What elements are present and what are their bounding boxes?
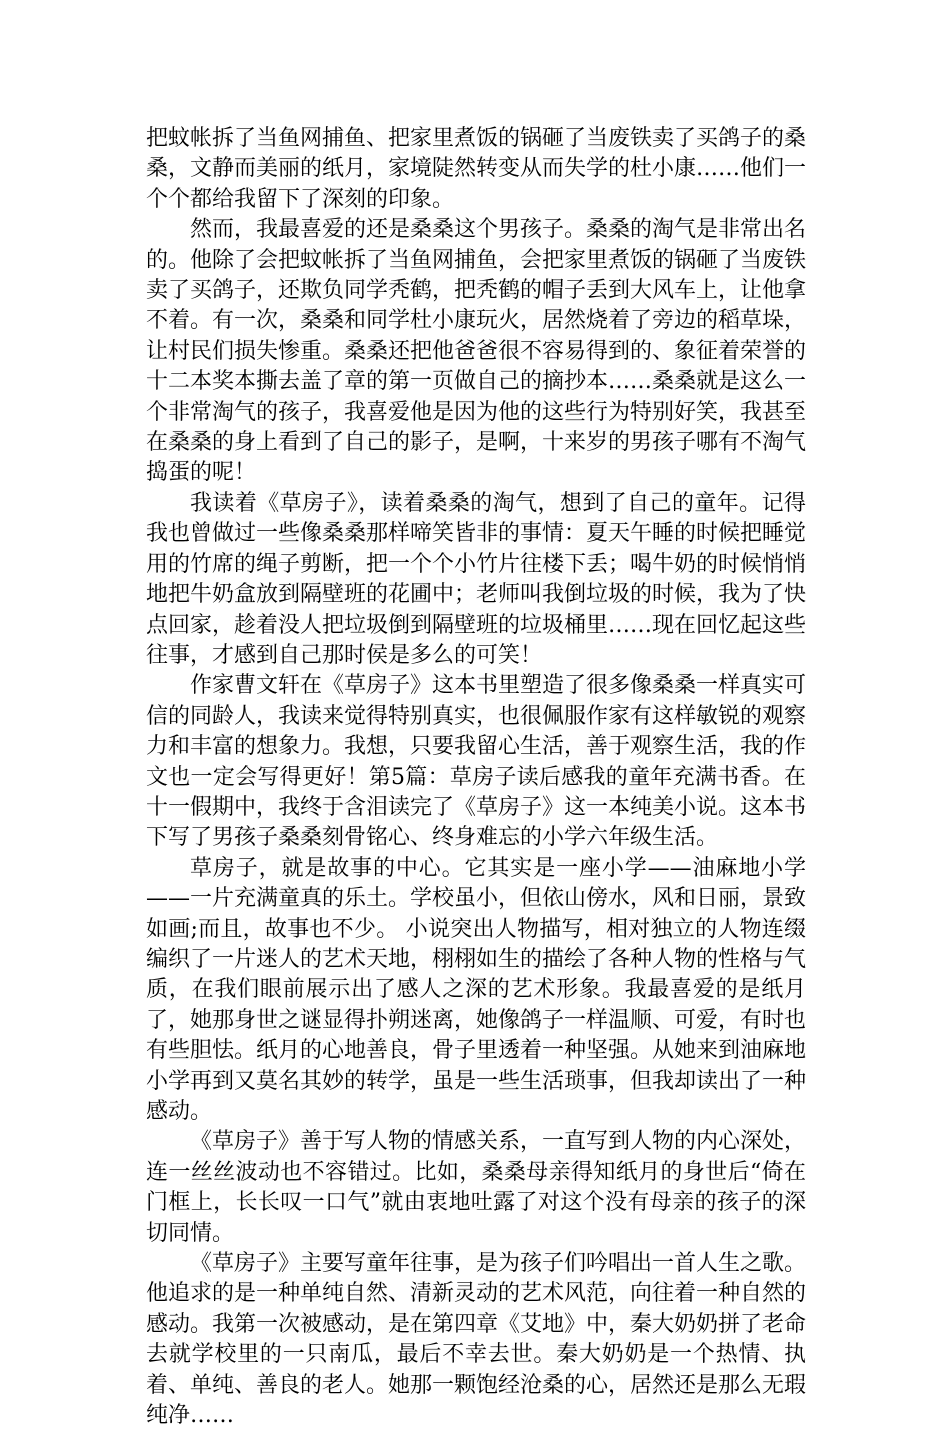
- paragraph-4: 作家曹文轩在《草房子》这本书里塑造了很多像桑桑一样真实可信的同龄人，我读来觉得特别真实，也很佩服作家有这样敏锐的观察力和丰富的想象力。我想，只要我留心生活，善于观察生活，我的作文也一定会写得更好！第5篇：草房子读后感我的童年充满书香。在十一假期中，我终于含泪读完了《草房子》这一本纯美小说。这本书下写了男孩子桑桑刻骨铭心、终身难忘的小学六年级生活。: [146, 673, 807, 851]
- document-body: [146, 124, 806, 1431]
- paragraph-1: 把蚊帐拆了当鱼网捕鱼、把家里煮饭的锅砸了当废铁卖了买鸽子的桑桑，文静而美丽的纸月，家境陡然转变从而失学的杜小康……他们一个个都给我留下了深刻的印象。: [146, 126, 807, 212]
- paragraph-7: 《草房子》主要写童年往事，是为孩子们吟唱出一首人生之歌。他追求的是一种单纯自然、清新灵动的艺术风范，向往着一种自然的感动。我第一次被感动，是在第四章《艾地》中，秦大奶奶拼了老命去就学校里的一只南瓜，最后不幸去世。秦大奶奶是一个热情、执着、单纯、善良的老人。她那一颗饱经沧桑的心，居然还是那么无瑕纯净……: [146, 1251, 807, 1429]
- paragraph-3: 我读着《草房子》，读着桑桑的淘气，想到了自己的童年。记得我也曾做过一些像桑桑那样啼笑皆非的事情：夏天午睡的时候把睡觉用的竹席的绳子剪断，把一个个小竹片往楼下丢；喝牛奶的时候悄悄地把牛奶盒放到隔壁班的花圃中；老师叫我倒垃圾的时候，我为了快点回家，趁着没人把垃圾倒到隔壁班的垃圾桶里……现在回忆起这些往事，才感到自己那时侯是多么的可笑！: [146, 490, 807, 668]
- paragraph-2: 然而，我最喜爱的还是桑桑这个男孩子。桑桑的淘气是非常出名的。他除了会把蚊帐拆了当鱼网捕鱼，会把家里煮饭的锅砸了当废铁卖了买鸽子，还欺负同学秃鹤，把秃鹤的帽子丢到大风车上，让他拿不着。有一次，桑桑和同学杜小康玩火，居然烧着了旁边的稻草垛，让村民们损失惨重。桑桑还把他爸爸很不容易得到的、象征着荣誉的十二本奖本撕去盖了章的第一页做自己的摘抄本……桑桑就是这么一个非常淘气的孩子，我喜爱他是因为他的这些行为特别好笑，我甚至在桑桑的身上看到了自己的影子，是啊，十来岁的男孩子哪有不淘气捣蛋的呢！: [146, 217, 807, 486]
- paragraph-5: 草房子，就是故事的中心。它其实是一座小学——油麻地小学——一片充满童真的乐土。学校虽小，但依山傍水，风和日丽，景致如画;而且，故事也不少。 小说突出人物描写，相对独立的人物连缀编织了一片迷人的艺术天地，栩栩如生的描绘了各种人物的性格与气质，在我们眼前展示出了感人之深的艺术形象。我最喜爱的是纸月了，她那身世之谜显得扑朔迷离，她像鸽子一样温顺、可爱，有时也有些胆怯。纸月的心地善良，骨子里透着一种坚强。从她来到油麻地小学再到又莫名其妙的转学，虽是一些生活琐事，但我却读出了一种感动。: [146, 855, 807, 1124]
- paragraph-6: 《草房子》善于写人物的情感关系，一直写到人物的内心深处，连一丝丝波动也不容错过。比如，桑桑母亲得知纸月的身世后“倚在门框上，长长叹一口气”就由衷地吐露了对这个没有母亲的孩子的深切同情。: [146, 1129, 807, 1246]
